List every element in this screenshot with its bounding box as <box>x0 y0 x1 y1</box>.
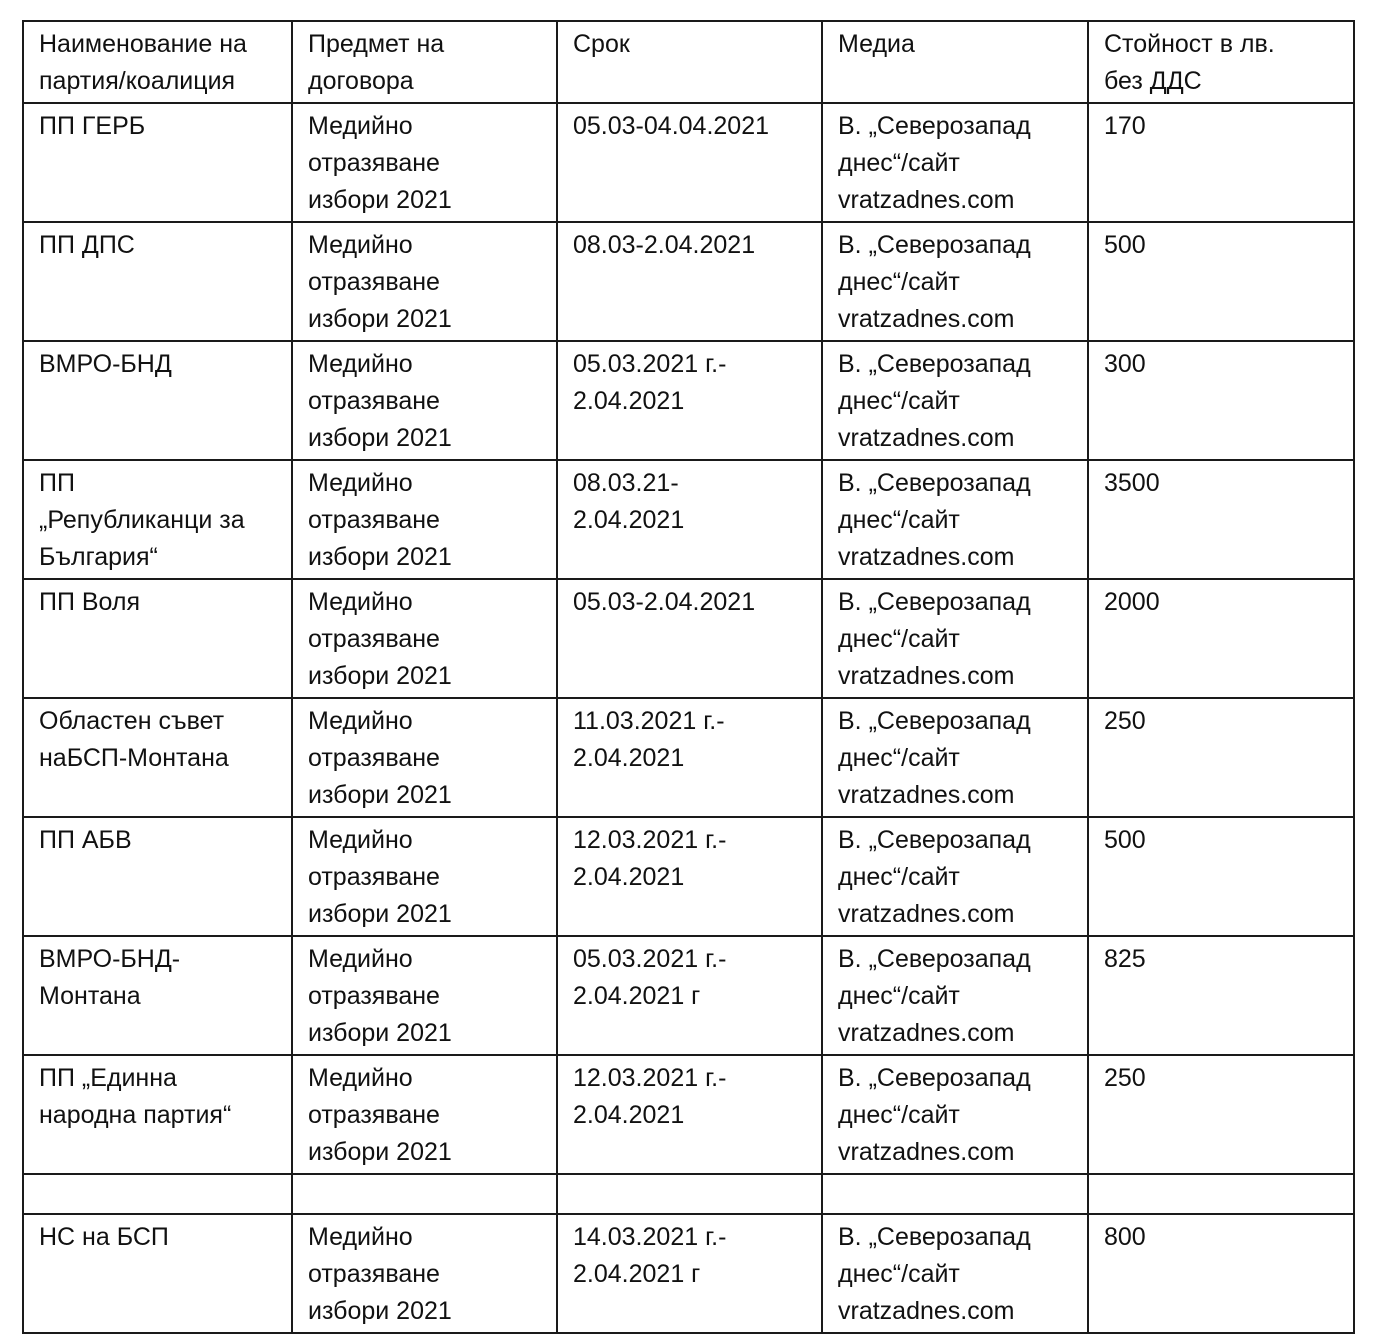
value-cell: 500 <box>1088 222 1354 341</box>
value-cell: 825 <box>1088 936 1354 1055</box>
subject-cell: Медийно отразяване избори 2021 <box>292 103 557 222</box>
party-cell: ПП ГЕРБ <box>23 103 292 222</box>
media-cell: В. „Северозапад днес“/сайт vratzadnes.com <box>822 936 1088 1055</box>
term-cell: 14.03.2021 г.- 2.04.2021 г <box>557 1214 822 1333</box>
media-cell: В. „Северозапад днес“/сайт vratzadnes.com <box>822 698 1088 817</box>
value-cell: 500 <box>1088 817 1354 936</box>
header-subject: Предмет на договора <box>292 21 557 103</box>
subject-cell: Медийно отразяване избори 2021 <box>292 341 557 460</box>
term-cell: 11.03.2021 г.- 2.04.2021 <box>557 698 822 817</box>
party-cell: ВМРО-БНД- Монтана <box>23 936 292 1055</box>
subject-cell: Медийно отразяване избори 2021 <box>292 1214 557 1333</box>
value-cell: 170 <box>1088 103 1354 222</box>
subject-cell: Медийно отразяване избори 2021 <box>292 817 557 936</box>
party-cell: ПП „Републиканци за България“ <box>23 460 292 579</box>
subject-cell: Медийно отразяване избори 2021 <box>292 222 557 341</box>
term-cell: 05.03.2021 г.- 2.04.2021 г <box>557 936 822 1055</box>
header-term: Срок <box>557 21 822 103</box>
table-row <box>23 460 1354 579</box>
subject-cell: Медийно отразяване избори 2021 <box>292 460 557 579</box>
table-row <box>23 698 1354 817</box>
media-cell <box>822 1174 1088 1214</box>
media-cell: В. „Северозапад днес“/сайт vratzadnes.com <box>822 103 1088 222</box>
value-cell <box>1088 1174 1354 1214</box>
table-row <box>23 222 1354 341</box>
subject-cell: Медийно отразяване избори 2021 <box>292 936 557 1055</box>
header-party: Наименование на партия/коалиция <box>23 21 292 103</box>
party-cell: ВМРО-БНД <box>23 341 292 460</box>
media-cell: В. „Северозапад днес“/сайт vratzadnes.com <box>822 460 1088 579</box>
media-cell: В. „Северозапад днес“/сайт vratzadnes.com <box>822 341 1088 460</box>
party-cell: ПП АБВ <box>23 817 292 936</box>
term-cell: 05.03-2.04.2021 <box>557 579 822 698</box>
party-cell: Областен съвет наБСП-Монтана <box>23 698 292 817</box>
value-cell: 300 <box>1088 341 1354 460</box>
table-row <box>23 817 1354 936</box>
table-row <box>23 103 1354 222</box>
media-cell: В. „Северозапад днес“/сайт vratzadnes.com <box>822 817 1088 936</box>
term-cell: 12.03.2021 г.- 2.04.2021 <box>557 817 822 936</box>
subject-cell: Медийно отразяване избори 2021 <box>292 579 557 698</box>
value-cell: 250 <box>1088 698 1354 817</box>
media-cell: В. „Северозапад днес“/сайт vratzadnes.com <box>822 1055 1088 1174</box>
value-cell: 2000 <box>1088 579 1354 698</box>
term-cell: 12.03.2021 г.- 2.04.2021 <box>557 1055 822 1174</box>
term-cell: 05.03-04.04.2021 <box>557 103 822 222</box>
party-cell: ПП Воля <box>23 579 292 698</box>
subject-cell: Медийно отразяване избори 2021 <box>292 1055 557 1174</box>
value-cell: 250 <box>1088 1055 1354 1174</box>
term-cell: 08.03-2.04.2021 <box>557 222 822 341</box>
table-header-row <box>23 21 1354 103</box>
term-cell: 05.03.2021 г.- 2.04.2021 <box>557 341 822 460</box>
value-cell: 3500 <box>1088 460 1354 579</box>
subject-cell <box>292 1174 557 1214</box>
table-row <box>23 936 1354 1055</box>
term-cell: 08.03.21- 2.04.2021 <box>557 460 822 579</box>
party-cell: НС на БСП <box>23 1214 292 1333</box>
table-row-empty <box>23 1174 1354 1214</box>
subject-cell: Медийно отразяване избори 2021 <box>292 698 557 817</box>
header-value: Стойност в лв. без ДДС <box>1088 21 1354 103</box>
media-cell: В. „Северозапад днес“/сайт vratzadnes.com <box>822 1214 1088 1333</box>
table-row <box>23 341 1354 460</box>
term-cell <box>557 1174 822 1214</box>
party-cell <box>23 1174 292 1214</box>
header-media: Медиа <box>822 21 1088 103</box>
party-cell: ПП ДПС <box>23 222 292 341</box>
table-row <box>23 1055 1354 1174</box>
media-cell: В. „Северозапад днес“/сайт vratzadnes.com <box>822 579 1088 698</box>
table-row <box>23 1214 1354 1333</box>
contracts-table <box>22 20 1355 1334</box>
media-cell: В. „Северозапад днес“/сайт vratzadnes.com <box>822 222 1088 341</box>
value-cell: 800 <box>1088 1214 1354 1333</box>
party-cell: ПП „Единна народна партия“ <box>23 1055 292 1174</box>
table-row <box>23 579 1354 698</box>
